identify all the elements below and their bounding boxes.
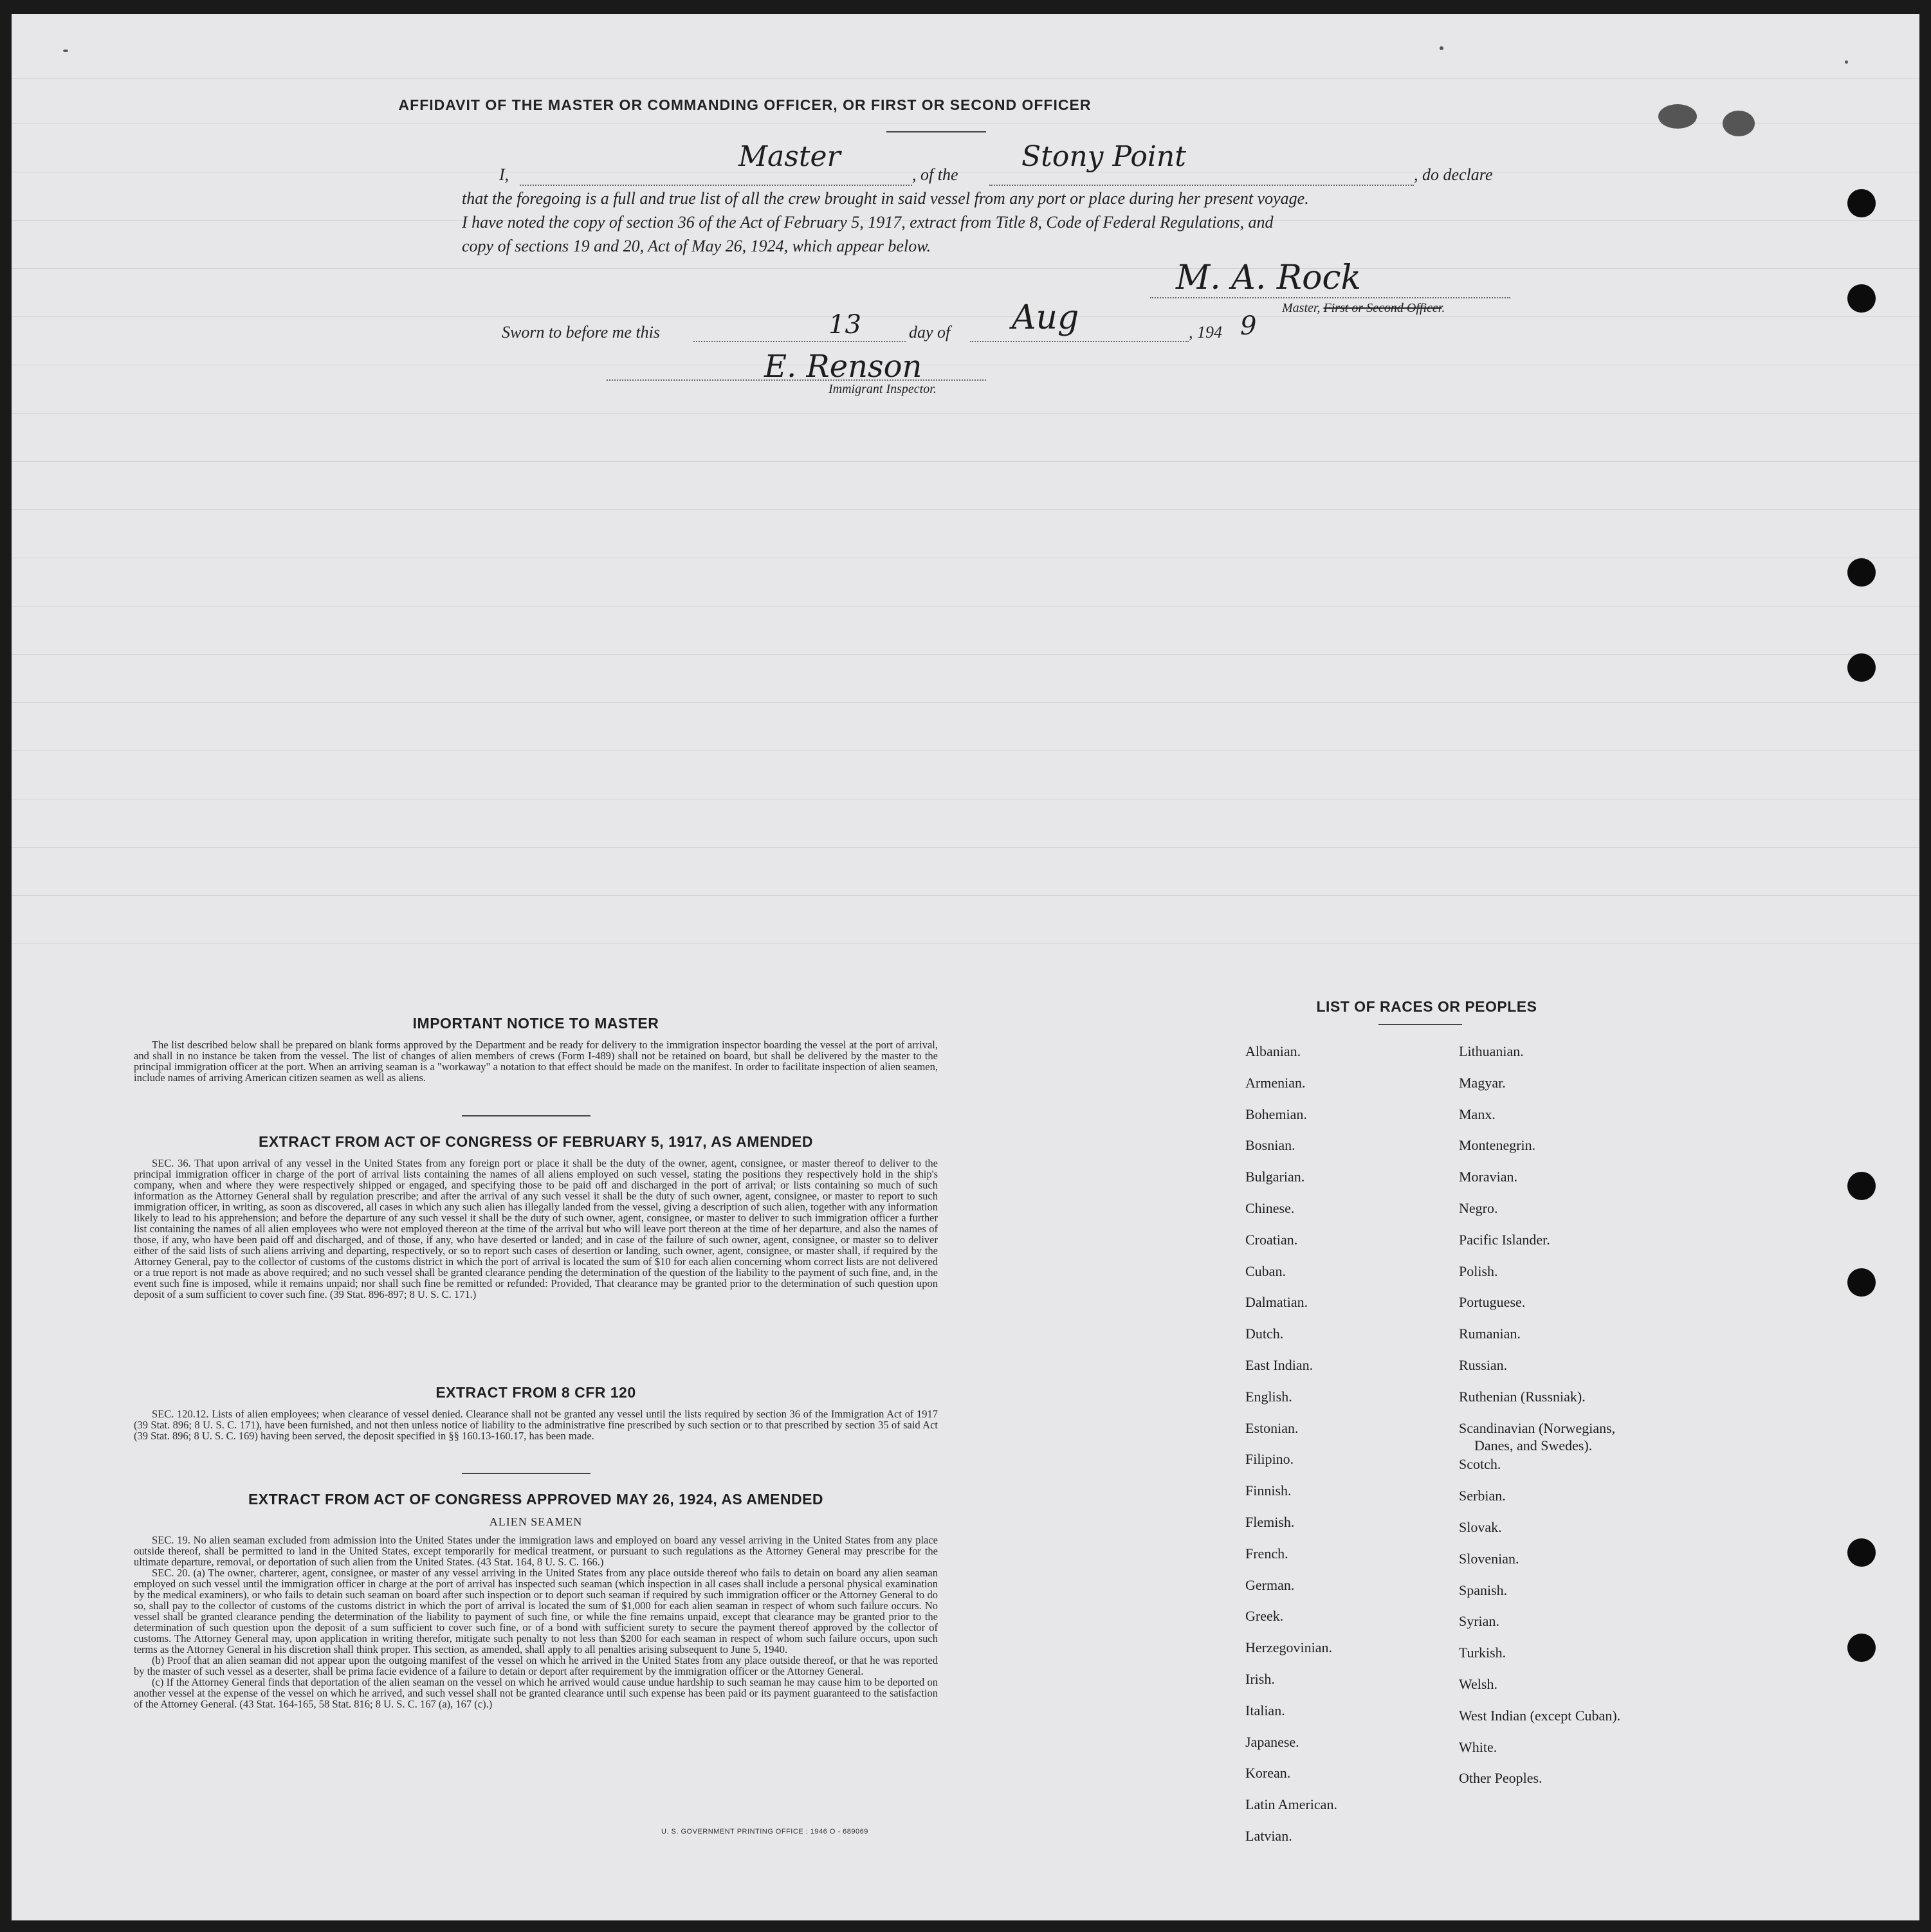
sworn-lead: Sworn to before me this [502,323,661,342]
race-item: Cuban. [1245,1262,1286,1279]
race-item: Syrian. [1459,1613,1499,1630]
declaration-lead: I, [499,165,509,184]
role-handwritten: Master [738,140,841,173]
race-item: Other Peoples. [1459,1770,1542,1787]
extract-1924-sec20a: SEC. 20. (a) The owner, charterer, agent, consignee, or master of any vessel arriving in the United States from any place outside thereof who fails to detain on board any alien seaman employed on such vessel until the immigration officer in charge at the port of arrival has inspected such seaman (which inspection in all cases shall include a personal physical examination by the medical examiners), or who fails to detain such seaman on board after such inspection or to deport such seaman if required by such immigration officer or the Attorney General to do so, shall pay to the collector of customs of the customs district in which the port of arrival is located the sum of $1,000 for each alien seaman in respect of whom such failure occurs. No vessel shall be granted clearance pending the determination of the liability to payment of such fine, or while the fine remains unpaid, except that clearance may be granted prior to the determination of such question upon the deposit of a sum sufficient to cover such fine, or of a bond with sufficient surety to secure the payment thereof approved by the collector of customs. The Attorney General may, upon application in writing therefor, mitigate such penalty to not less than $200 for each seaman in respect of whom such failure occurs, upon such terms as the Attorney General in his discretion shall think proper. This section, as amended, shall apply to all penalties arising subsequent to June 5, 1940. [134,1567,938,1655]
master-signature: M. A. Rock [1176,259,1362,297]
race-item: Slovak. [1459,1519,1502,1535]
vessel-line [989,185,1414,186]
form-title: AFFIDAVIT OF THE MASTER OR COMMANDING OFFICER, OR FIRST OR SECOND OFFICER [398,96,1092,113]
race-item: Scotch. [1459,1456,1501,1473]
extract-1917-heading: EXTRACT FROM ACT OF CONGRESS OF FEBRUARY 5, 1917, AS AMENDED [259,1133,813,1150]
race-item: East Indian. [1245,1357,1313,1373]
declaration-line-4: copy of sections 19 and 20, Act of May 26, 1924, which appear below. [462,237,931,255]
vessel-handwritten: Stony Point [1021,140,1186,173]
race-item: Finnish. [1245,1482,1292,1499]
race-item: Montenegrin. [1459,1137,1536,1154]
extract-1924-sec20b: (b) Proof that an alien seaman did not appear upon the outgoing manifest of the vessel on which he arrived in the United States from any place outside thereof, or that he was reported by the master of such vessel as a deserter, shall be prima facie evidence of a failure to detain or deport after requirement by the immigration officer or the Attorney General. [134,1654,938,1677]
race-item: Welsh. [1459,1676,1497,1692]
extract-1917-body [134,1158,938,1300]
race-item: Russian. [1459,1357,1508,1373]
race-item: Dalmatian. [1245,1294,1308,1311]
race-item: Bulgarian. [1245,1169,1305,1185]
title-divider [886,131,986,132]
master-signature-line [1150,297,1510,298]
extract-1924-sec19: SEC. 19. No alien seaman excluded from admission into the United States under the immigration laws and employed on board any vessel arriving in the United States from any place outside thereof, shall be permitted to land in the United States, except temporarily for medical treatment, or pursuant to such regulations as the Attorney General may prescribe for the ultimate departure, removal, or deportation of such alien from the United States. (43 Stat. 164, 8 U. S. C. 166.) [134,1534,938,1568]
race-item: Bohemian. [1245,1106,1307,1122]
punch-hole [1847,189,1876,217]
master-caption-prefix: Master, [1282,301,1324,315]
document-sheet [12,14,1919,1920]
ink-blot [1723,111,1755,136]
punch-hole [1847,284,1876,313]
race-item: Polish. [1459,1262,1498,1279]
sworn-month-handwritten: Aug [1012,298,1079,337]
race-item: Pacific Islander. [1459,1231,1550,1248]
punch-hole [1847,1634,1876,1662]
of-the-text: , of the [912,165,958,184]
race-item: Manx. [1459,1106,1496,1122]
race-item: Slovenian. [1459,1550,1519,1567]
notice-body [134,1039,938,1083]
race-item: French. [1245,1545,1288,1562]
extract-cfr-heading: EXTRACT FROM 8 CFR 120 [435,1384,636,1401]
punch-hole [1847,1172,1876,1200]
declaration-line-2: that the foregoing is a full and true list of all the crew brought in said vessel from any port or place during her present voyage. [462,189,1309,208]
section-divider [462,1473,590,1474]
extract-1924-sec20c: (c) If the Attorney General finds that deportation of the alien seaman on the vessel on which he arrived would cause undue hardship to such seaman he may cause him to be deported on another vessel at the expense of the vessel on which he arrived, and such vessel shall not be granted clearance until such expense has been paid or its payment guaranteed to the satisfaction of the Attorney General. (43 Stat. 164-165, 58 Stat. 816; 8 U. S. C. 167 (a), 167 (c).) [134,1676,938,1710]
inspector-signature-line [607,379,986,381]
races-heading: LIST OF RACES OR PEOPLES [1316,998,1537,1015]
race-item: Spanish. [1459,1581,1508,1598]
race-item: Turkish. [1459,1645,1506,1661]
section-divider [462,1115,590,1116]
sworn-month-line [970,341,1189,342]
race-item: Negro. [1459,1200,1498,1216]
punch-hole [1847,1538,1876,1567]
sworn-day-handwritten: 13 [828,310,861,340]
notice-heading: IMPORTANT NOTICE TO MASTER [412,1015,659,1032]
race-item: English. [1245,1388,1292,1405]
inspector-signature: E. Renson [764,349,922,385]
race-item: German. [1245,1576,1295,1593]
race-item: Italian. [1245,1702,1285,1718]
race-item: Latvian. [1245,1828,1292,1844]
race-item: Danes, and Swedes). [1474,1437,1593,1454]
race-item: White. [1459,1738,1497,1755]
extract-cfr-body [134,1408,938,1441]
declaration-line-3: I have noted the copy of section 36 of the Act of February 5, 1917, extract from Title 8, Code of Federal Regulations, and [462,213,1274,232]
race-item: Albanian. [1245,1043,1301,1059]
race-item: Irish. [1245,1671,1275,1687]
master-caption-struck: First or Second Officer [1323,301,1442,315]
race-item: Korean. [1245,1765,1291,1782]
inspector-caption: Immigrant Inspector. [828,382,937,396]
extract-1924-subheading: ALIEN SEAMEN [489,1515,583,1528]
punch-hole [1847,558,1876,587]
race-item: Lithuanian. [1459,1043,1524,1059]
race-item: Armenian. [1245,1074,1306,1091]
role-line [520,185,912,186]
punch-hole [1847,653,1876,682]
race-item: Chinese. [1245,1200,1295,1216]
race-item: Flemish. [1245,1514,1295,1530]
race-item: Serbian. [1459,1488,1506,1504]
master-caption [1282,301,1445,316]
race-item: Japanese. [1245,1733,1299,1750]
race-item: Bosnian. [1245,1137,1295,1154]
race-item: Ruthenian (Russniak). [1459,1388,1586,1405]
race-item: Scandinavian (Norwegians, [1459,1419,1616,1436]
race-item: Herzegovinian. [1245,1639,1332,1656]
extract-cfr-paragraph: SEC. 120.12. Lists of alien employees; when clearance of vessel denied. Clearance shall not be granted any vessel until the lists required by section 36 of the Immigration Act of 1917 (39 Stat. 896; 8 U. S. C. 171), have been furnished, and not then unless notice of liability to the administrative fine prescribed by such section or to that prescribed by section 35 of said Act (39 Stat. 896; 8 U. S. C. 169) having been served, the deposit specified in §§ 160.13-160.17, has been made. [134,1408,938,1442]
sworn-year-handwritten: 9 [1240,311,1257,341]
extract-1924-body [134,1535,938,1709]
extract-1924-heading: EXTRACT FROM ACT OF CONGRESS APPROVED MAY 26, 1924, AS AMENDED [248,1491,824,1508]
notice-paragraph: The list described below shall be prepared on blank forms approved by the Department and be ready for delivery to the immigration inspector boarding the vessel at the port of arrival, and shall in no instance be taken from the vessel. The list of changes of alien members of crews (Form I-489) shall not be retained on board, but shall be delivered by the master to the principal immigration officer at the port. When an arriving seaman is a "workaway" a notation to that effect should be made on the manifest. In order to facilitate inspection of alien seamen, include names of arriving American citizen seamen as well as aliens. [134,1039,938,1084]
race-item: Latin American. [1245,1796,1337,1813]
sworn-day-of: day of [909,323,951,342]
race-item: Portuguese. [1459,1294,1526,1311]
extract-1917-paragraph: SEC. 36. That upon arrival of any vessel in the United States from any foreign port or place it shall be the duty of the owner, agent, consignee, or master thereof to deliver to the principal immigration officer in charge of the port of arrival lists containing the names of all aliens employed on such vessel, stating the positions they respectively hold in the ship's company, when and where they were respectively shipped or engaged, and specifying those to be paid off and discharged in the port of arrival; or lists containing so much of such information as the Attorney General shall by regulation prescribe; and after the arrival of any such vessel it shall be the duty of such owner, agent, consignee, or master to report to such immigration officer, in writing, as soon as discovered, all cases in which any such alien has illegally landed from the vessel, giving a description of such alien, together with any information likely to lead to his apprehension; and before the departure of any such vessel it shall be the duty of such owner, agent, consignee, or master to deliver to such immigration officer a further list containing the names of all alien employees who were not employed thereon at the time of the arrival but who will leave port thereon at the time of her departure, and also the names of those, if any, who have been paid off and discharged, and of those, if any, who have deserted or landed; and in case of the failure of such owner, agent, consignee, or master so to deliver either of the said lists of such aliens arriving and departing, respectively, or so to report such cases of desertion or landing, such owner, agent, consignee, or master shall, if required by the Attorney General, pay to the collector of customs of the customs district in which the port of arrival is located the sum of $10 for each alien concerning whom correct lists are not delivered or a true report is not made as above required; and no such vessel shall be granted clearance pending the determination of the question of the liability to the payment of such fine, and, in the event such fine is imposed, while it remains unpaid; nor shall such fine be remitted or refunded: Provided, That clearance may be granted prior to the determination of such question upon deposit of a sum sufficient to cover such fine. (39 Stat. 896-897; 8 U. S. C. 171.) [134,1157,938,1300]
race-item: Filipino. [1245,1451,1294,1468]
race-item: West Indian (except Cuban). [1459,1707,1621,1724]
race-item: Croatian. [1245,1231,1298,1248]
punch-hole [1847,1268,1876,1297]
printer-imprint: U. S. GOVERNMENT PRINTING OFFICE : 1946 O - 689069 [661,1828,868,1836]
race-item: Estonian. [1245,1419,1299,1436]
do-declare-text: , do declare [1414,165,1493,184]
race-item: Greek. [1245,1608,1284,1625]
sworn-year-prefix: , 194 [1189,323,1222,342]
races-heading-underline [1378,1024,1462,1025]
sworn-day-line [693,341,906,342]
race-item: Magyar. [1459,1074,1506,1091]
race-item: Dutch. [1245,1326,1284,1342]
ink-blot [1658,104,1697,129]
race-item: Rumanian. [1459,1326,1521,1342]
master-caption-suffix: . [1441,301,1445,315]
race-item: Moravian. [1459,1169,1518,1185]
